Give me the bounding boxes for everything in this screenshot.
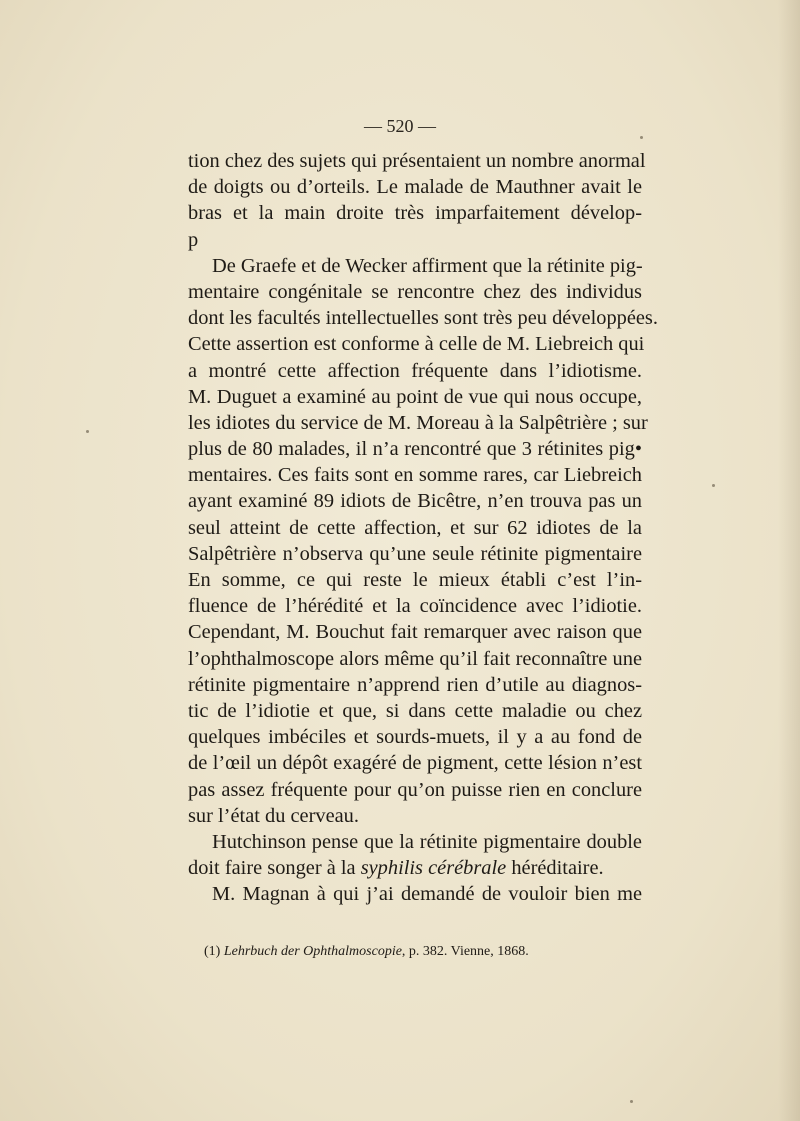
footnote-marker: (1) [204, 944, 221, 959]
italic-term: syphilis cérébrale [360, 857, 507, 880]
page-edge-shadow [778, 0, 800, 1121]
paper-speck [712, 484, 715, 487]
paper-speck [86, 430, 89, 433]
text-line: pas assez fréquente pour qu’on puisse rien en conclure [188, 778, 642, 801]
text-line: dont les facultés intellectuelles sont très peu développées. [188, 307, 658, 330]
paper-speck [640, 136, 643, 139]
text-line: les idiotes du service de M. Moreau à la Salpêtrière ; sur [188, 411, 648, 434]
text-line: mentaire congénitale se rencontre chez des individus [188, 280, 642, 303]
text-line: l’ophthalmoscope alors même qu’il fait reconnaître une [188, 647, 642, 670]
text-line: fluence de l’hérédité et la coïncidence avec l’idiotie. [188, 595, 642, 618]
text-line: Hutchinson pense que la rétinite pigmentaire double [212, 830, 642, 853]
text-line: M. Magnan à qui j’ai demandé de vouloir bien me [212, 883, 642, 906]
text-line: tion chez des sujets qui présentaient un nombre anormal [188, 150, 646, 172]
text-line: rétinite pigmentaire n’apprend rien d’utile au diagnos- [188, 673, 642, 696]
text-line: sur l’état du cerveau. [188, 804, 359, 827]
footnote-rest: , p. 382. Vienne, 1868. [401, 944, 529, 959]
paper-speck [630, 1100, 633, 1103]
text-line: seul atteint de cette affection, et sur 62 idiotes de la [188, 516, 642, 539]
text-line: Cette assertion est conforme à celle de M. Liebreich qui [188, 333, 645, 356]
text-line: De Graefe et de Wecker affirment que la rétinite pig- [212, 254, 643, 277]
text-line: Salpêtrière n’observa qu’une seule rétinite pigmentaire [188, 542, 642, 565]
text-line: mentaires. Ces faits sont en somme rares, car Liebreich [188, 464, 642, 487]
page-number: — 520 — [364, 116, 436, 136]
text-run: doit faire songer à la [188, 857, 361, 880]
footnote [204, 944, 624, 960]
text-line: a montré cette affection fréquente dans l’idiotisme. [188, 359, 642, 382]
text-line: ayant examiné 89 idiots de Bicêtre, n’en trouva pas un [188, 490, 642, 513]
text-line: de doigts ou d’orteils. Le malade de Mauthner avait le [188, 176, 642, 199]
text-line-mixed [188, 855, 642, 881]
text-line: quelques imbéciles et sourds-muets, il y a au fond de [188, 726, 642, 749]
text-line: plus de 80 malades, il n’a rencontré que 3 rétinites pig• [188, 438, 642, 461]
footnote-title: Lehrbuch der Ophthalmoscopie [223, 944, 402, 959]
text-line: bras et la main droite très imparfaitement dévelop- [188, 202, 642, 225]
text-line: tic de l’idiotie et que, si dans cette maladie ou chez [188, 699, 642, 722]
text-run: héréditaire. [506, 857, 604, 880]
text-line: p [188, 228, 199, 251]
text-line: de l’œil un dépôt exagéré de pigment, cette lésion n’est [188, 752, 642, 775]
text-line: M. Duguet a examiné au point de vue qui nous occupe, [188, 385, 642, 408]
text-line: En somme, ce qui reste le mieux établi c’est l’in- [188, 569, 642, 591]
text-line: Cependant, M. Bouchut fait remarquer avec raison que [188, 621, 642, 644]
body-text [188, 148, 658, 907]
